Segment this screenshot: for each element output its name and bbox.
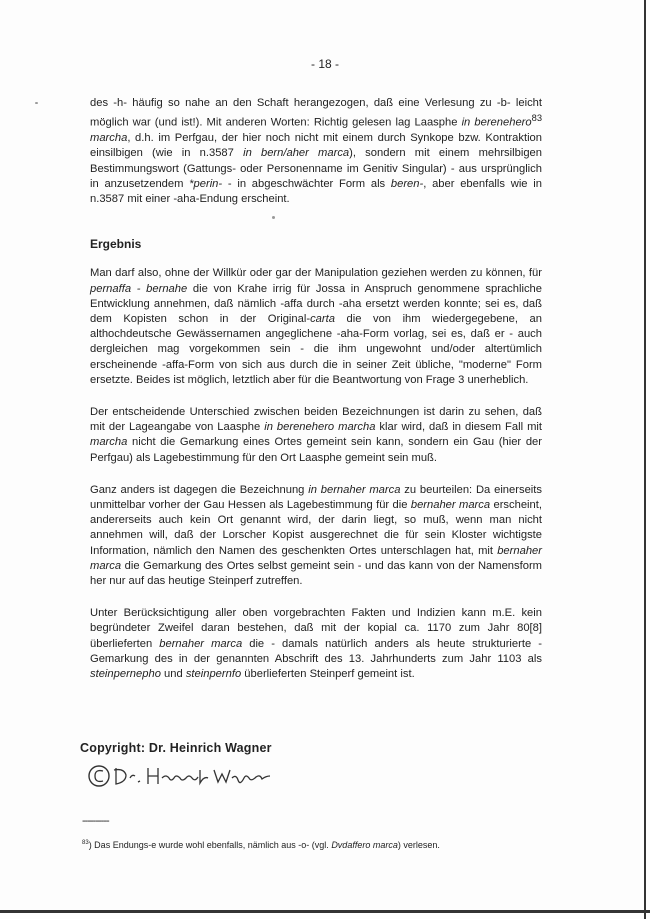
page-number: - 18 - <box>310 57 339 71</box>
text-run: die Gemarkung des Ortes selbst gemeint sein - und das kann von der Namensform her nur auf das heutige Steinperf zutreffen. <box>90 559 542 588</box>
text-run: Man darf also, ohne der Willkür oder gar der Manipulation geziehen werden zu können, für <box>90 267 542 280</box>
italic-term: marcha <box>90 132 128 145</box>
paragraph-difference <box>90 405 542 466</box>
paragraph-bernaher <box>90 483 542 589</box>
text-run: nicht die Gemarkung eines Ortes gemeint sein kann, sondern ein Gau (hier der Perfgau) als Lagebestimmung für den Ort Laasphe gemeint sein muß. <box>90 436 542 464</box>
italic-term: Dvdaffero marca <box>331 840 398 850</box>
footnote-marker: 83 <box>531 113 543 124</box>
text-run: klar wird, daß in diesem Fall mit <box>375 421 542 434</box>
text-run: des -h- häufig so nahe an den Schaft herangezogen, daß eine Verlesung zu -b- leicht möglich war (und ist!). Mit anderen Worten: Richtig gelesen lag Laasphe <box>90 97 542 129</box>
text-run: und <box>160 668 186 681</box>
paragraph-intro <box>90 96 542 207</box>
footnote-marker: 83 <box>82 840 89 846</box>
text-run: erscheint, andererseits auch kein Ort genannt wird, der darin liegt, so muß, wenn man nicht annehmen will, daß der Lorscher Kopist ausgerechnet die für sein Kloster wichtigste Information, nämlich den Namen des geschenkten Ortes unterschlagen hat, mit <box>90 499 542 557</box>
copyright-line: Copyright: Dr. Heinrich Wagner <box>80 741 272 755</box>
handwritten-signature <box>86 760 276 792</box>
text-run: , aber ebenfalls wie in n.3587 mit einer -aha-Endung erscheint. <box>90 177 542 205</box>
italic-term: pernaffa - bernahe <box>90 282 188 295</box>
text-run: die von Krahe irrig für Jossa in Anspruch genommene sprachliche Entwicklung annehmen, daß nämlich -affa durch -aha ersetzt werden konnte; sei es, daß dem Kopisten schon in der Original- <box>90 282 542 325</box>
paragraph-result <box>90 266 542 388</box>
text-run: - in abgeschwächter Form als <box>222 177 391 190</box>
italic-term: in berenehero marcha <box>264 421 376 434</box>
italic-term: *perin- <box>189 177 223 190</box>
italic-term: bernaher marca <box>159 637 243 650</box>
italic-term: steinpernepho <box>90 668 161 681</box>
scan-border-bottom <box>0 910 650 913</box>
italic-term: bernaher marca <box>410 499 491 511</box>
italic-term: steinpernfo <box>185 668 242 681</box>
text-run: Unter Berücksichtigung aller oben vorgebrachten Fakten und Indizien kann m.E. kein begründeter Zweifel daran bestehen, daß mit der kopial ca. 1170 zum Jahr 80[8] überlieferten <box>90 607 542 650</box>
italic-term: beren- <box>390 177 424 190</box>
section-heading: Ergebnis <box>90 237 142 252</box>
text-run: ) Das Endungs-e wurde wohl ebenfalls, nämlich aus -o- (vgl. <box>88 840 332 850</box>
text-run: Der entscheidende Unterschied zwischen beiden Bezeichnungen ist darin zu sehen, daß mit der Lageangabe von Laasphe <box>90 405 542 434</box>
text-run: zu beurteilen: Da einerseits unmittelbar vorher der Gau Hessen als Lagebestimmung für die <box>90 483 542 511</box>
text-run: ) verlesen. <box>397 840 440 850</box>
scan-speck <box>35 102 38 104</box>
footnote <box>82 840 440 850</box>
italic-term: in bernaher marca <box>308 483 401 496</box>
scan-border-right <box>644 0 646 919</box>
italic-term: in berenehero <box>461 116 532 129</box>
text-run: , d.h. im Perfgau, der hier noch nicht mit einem durch Synkope bzw. Kontraktion einsilbigen (wie in n.3587 <box>90 132 542 160</box>
italic-term: in bern/aher marca <box>243 147 350 160</box>
text-run: Ganz anders ist dagegen die Bezeichnung <box>90 483 309 496</box>
footnote-separator: ---------- <box>82 815 109 827</box>
italic-term: carta <box>310 312 335 325</box>
text-run: die von ihm wiedergegebene, an althochdeutsche Gewässernamen angeglichene -aha-Form vorlag, sei es, daß er - auch dergleichen mag vorgekommen sein - die ihm ungewohnt und/oder altertümlich erscheinende -affa-Form von sich aus durch die in seiner Zeit übliche, "moderne" Form ersetzte. Beides ist möglich, letztlich aber für die Beantwortung von Frage 3 unerheblich. <box>90 312 542 386</box>
italic-term: marcha <box>90 436 128 449</box>
text-run: überlieferten Steinperf gemeint ist. <box>241 668 415 681</box>
body-text <box>90 96 542 699</box>
italic-term: bernaher marca <box>90 544 542 572</box>
text-run: die - damals natürlich anders als heute strukturierte - Gemarkung des in der genannten Abschrift des 13. Jahrhunderts zum Jahr 1103 als <box>90 637 542 665</box>
text-run: ), sondern mit einem mehrsilbigen Bestimmungswort (Gattungs- oder Personenname im Genitiv Singular) - aus ursprünglich in anzusetzendem <box>90 147 542 190</box>
paragraph-conclusion <box>90 606 542 682</box>
